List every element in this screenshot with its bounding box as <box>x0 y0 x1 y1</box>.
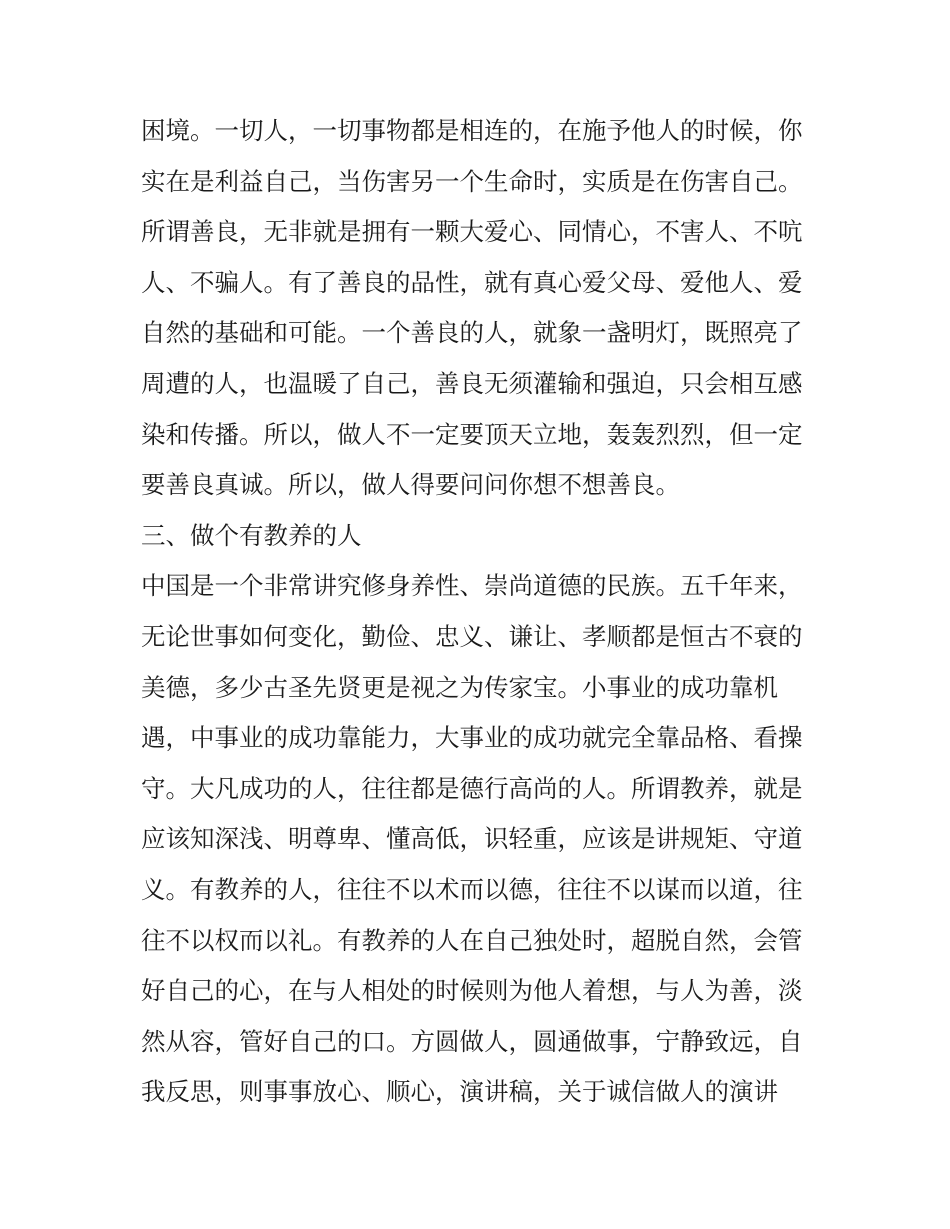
text-line: 应该知深浅、明尊卑、懂高低，识轻重，应该是讲规矩、守道 <box>141 824 803 854</box>
text-line: 守。大凡成功的人，往往都是德行高尚的人。所谓教养，就是 <box>141 773 803 803</box>
text-line: 人、不骗人。有了善良的品性，就有真心爱父母、爱他人、爱 <box>141 267 803 297</box>
body-text <box>141 106 821 1118</box>
text-line: 我反思，则事事放心、顺心，演讲稿，关于诚信做人的演讲 <box>141 1077 778 1107</box>
text-line: 染和传播。所以，做人不一定要顶天立地，轰轰烈烈，但一定 <box>141 419 803 449</box>
text-line: 周遭的人，也温暖了自己，善良无须灌输和强迫，只会相互感 <box>141 368 803 398</box>
text-line: 义。有教养的人，往往不以术而以德，往往不以谋而以道，往 <box>141 874 803 904</box>
text-line: 自然的基础和可能。一个善良的人，就象一盏明灯，既照亮了 <box>141 318 803 348</box>
text-line: 无论世事如何变化，勤俭、忠义、谦让、孝顺都是恒古不衰的 <box>141 621 803 651</box>
section-heading: 三、做个有教养的人 <box>141 520 362 550</box>
text-line: 好自己的心，在与人相处的时候则为他人着想，与人为善，淡 <box>141 976 803 1006</box>
text-line: 遇，中事业的成功靠能力，大事业的成功就完全靠品格、看操 <box>141 723 803 753</box>
text-line: 中国是一个非常讲究修身养性、崇尚道德的民族。五千年来， <box>141 571 803 601</box>
text-line: 实在是利益自己，当伤害另一个生命时，实质是在伤害自己。 <box>141 166 803 196</box>
text-line: 往不以权而以礼。有教养的人在自己独处时，超脱自然，会管 <box>141 925 803 955</box>
text-line: 要善良真诚。所以，做人得要问问你想不想善良。 <box>141 470 680 500</box>
text-line: 困境。一切人，一切事物都是相连的，在施予他人的时候，你 <box>141 116 803 145</box>
text-line: 然从容，管好自己的口。方圆做人，圆通做事，宁静致远，自 <box>141 1026 803 1056</box>
text-line: 所谓善良，无非就是拥有一颗大爱心、同情心，不害人、不吭 <box>141 217 803 247</box>
text-line: 美德，多少古圣先贤更是视之为传家宝。小事业的成功靠机 <box>141 672 778 702</box>
